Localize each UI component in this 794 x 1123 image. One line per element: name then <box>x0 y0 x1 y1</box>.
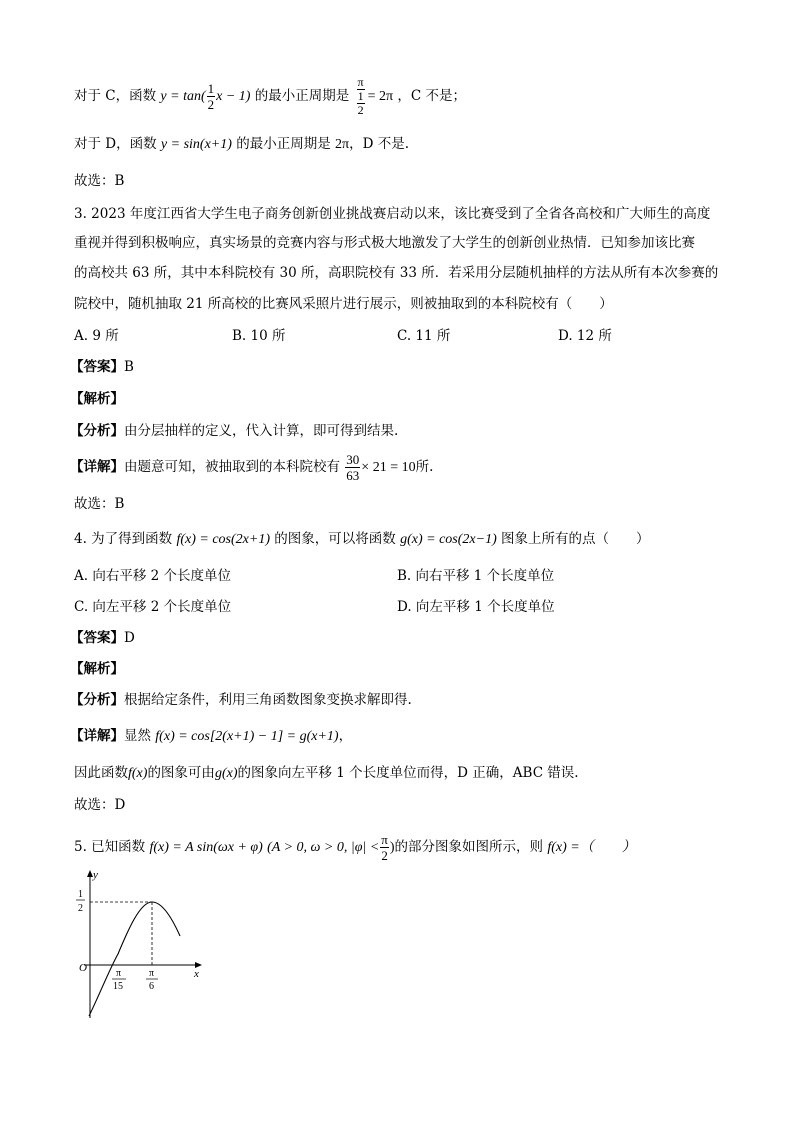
math-expr: 2π <box>335 137 350 152</box>
solution-line-c <box>74 76 466 117</box>
denominator <box>355 90 367 117</box>
text: 的图象向左平移 1 个长度单位而得，D 正确，ABC 错误. <box>237 765 579 781</box>
q4-analysis-label: 【解析】 <box>70 661 124 677</box>
q3-analysis-label: 【解析】 <box>70 391 124 407</box>
text: 的最小正周期是 <box>236 136 331 152</box>
text: ，D 不是. <box>349 136 409 152</box>
y-axis-label: y <box>93 869 98 881</box>
detail-text: 所. <box>415 459 434 475</box>
denominator: 2 <box>207 97 215 112</box>
fenxi-text: 由分层抽样的定义，代入计算，即可得到结果. <box>124 423 399 439</box>
final-answer-2: 故选：B <box>74 173 125 189</box>
q5-stem <box>74 832 636 863</box>
sine-curve <box>89 902 180 1016</box>
text: 的图象，可以将函数 <box>274 531 396 547</box>
fenxi-label: 【分析】 <box>70 423 124 439</box>
x-tick-1-denominator: 15 <box>113 981 123 992</box>
q3-stem-line-2: 重视并得到积极响应，真实场景的竞赛内容与形式极大地激发了大学生的创新创业热情．已知参加该比赛 <box>74 235 695 251</box>
solution-line-d <box>74 135 409 154</box>
fraction <box>207 81 216 112</box>
math-expr: g(x) <box>214 766 238 781</box>
numerator: 1 <box>207 81 215 96</box>
math-expr: f(x) <box>128 766 148 781</box>
q3-detail <box>70 452 433 483</box>
text: 的部分图象如图所示，则 <box>394 839 544 855</box>
q4-option-c: C. 向左平移 2 个长度单位 <box>74 599 232 615</box>
numerator: π <box>381 832 388 847</box>
q4-answer <box>70 629 135 647</box>
q3-option-c: C. 11 所 <box>397 328 451 344</box>
denominator: 2 <box>357 103 364 117</box>
math-expr: f(x) = cos(2x+1) <box>176 532 270 547</box>
x-axis-label: x <box>194 968 199 980</box>
numerator: 1 <box>357 89 364 103</box>
q3-option-a: A. 9 所 <box>74 328 119 344</box>
text: 5. 已知函数 <box>74 839 146 855</box>
text: 对于 C，函数 <box>74 88 157 104</box>
detail-text: 由题意可知，被抽取到的本科院校有 <box>124 459 340 475</box>
math-expr: y = tan( <box>160 89 206 104</box>
q4-stem <box>74 530 650 549</box>
math-expr: × 21 = 10 <box>361 460 416 475</box>
text: 因此函数 <box>74 765 128 781</box>
text: ，C 不是； <box>397 88 466 104</box>
x-tick-2-denominator: 6 <box>149 981 154 992</box>
q4-final-answer: 故选：D <box>74 797 126 813</box>
q3-stem-line-1: 3. 2023 年度江西省大学生电子商务创新创业挑战赛启动以来，该比赛受到了全省各高校和广大师生的高度 <box>74 206 711 222</box>
q3-stem-line-4: 院校中，随机抽取 21 所高校的比赛风采照片进行展示，则被抽取到的本科院校有（ ） <box>74 296 613 312</box>
q4-detail-line-2 <box>74 764 579 783</box>
q4-option-b: B. 向右平移 1 个长度单位 <box>397 568 555 584</box>
denominator: 2 <box>381 848 388 863</box>
math-expr: g(x) = cos(2x−1) <box>400 532 497 547</box>
fenxi-label: 【分析】 <box>70 692 124 708</box>
answer-value: B <box>124 359 134 375</box>
fraction <box>345 452 360 483</box>
text: 对于 D，函数 <box>74 136 157 152</box>
math-expr: x − 1) <box>216 89 251 104</box>
fenxi-text: 根据给定条件，利用三角函数图象变换求解即得. <box>124 692 412 708</box>
q3-option-d: D. 12 所 <box>558 328 612 344</box>
math-expr: y = sin(x+1) <box>160 137 232 152</box>
q4-detail <box>70 727 352 746</box>
math-expr: f(x) = cos[2(x+1) − 1] = g(x+1) <box>155 729 339 744</box>
math-expr: ) <box>389 840 395 855</box>
function-graph <box>70 868 220 1023</box>
fraction <box>380 832 389 863</box>
fraction <box>355 76 367 117</box>
q3-fenxi <box>70 422 398 440</box>
origin-label: O <box>79 962 87 974</box>
math-expr: f(x) =（ ） <box>547 840 636 855</box>
text: 的最小正周期是 <box>254 88 350 104</box>
q4-option-a: A. 向右平移 2 个长度单位 <box>74 568 232 584</box>
q3-stem-line-3: 的高校共 63 所，其中本科院校有 30 所，高职院校有 33 所．若采用分层随机抽样的方法从所有本次参赛的 <box>74 265 719 281</box>
detail-label: 【详解】 <box>70 459 124 475</box>
q4-fenxi <box>70 691 412 709</box>
math-expr: = 2π <box>367 89 394 104</box>
q4-option-d: D. 向左平移 1 个长度单位 <box>397 599 555 615</box>
x-tick-1-numerator: π <box>116 968 122 979</box>
math-expr: f(x) = A sin(ωx + φ) <box>149 840 263 855</box>
q3-answer <box>70 358 134 376</box>
answer-label: 【答案】 <box>70 630 124 646</box>
detail-text: ， <box>338 728 353 744</box>
detail-label: 【详解】 <box>70 728 124 744</box>
x-tick-2-numerator: π <box>149 968 155 979</box>
numerator: 30 <box>346 452 360 467</box>
denominator: 63 <box>346 468 360 483</box>
q3-final-answer: 故选：B <box>74 496 125 512</box>
q3-option-b: B. 10 所 <box>232 328 286 344</box>
y-tick-denominator: 2 <box>78 903 83 914</box>
text: 4. 为了得到函数 <box>74 531 173 547</box>
numerator: π <box>357 75 364 89</box>
math-expr: (A > 0, ω > 0, |φ| < <box>267 840 380 855</box>
text: 的图象可由 <box>147 765 215 781</box>
answer-value: D <box>124 630 135 646</box>
fraction <box>357 90 365 117</box>
text: 图象上所有的点（ ） <box>501 531 650 547</box>
detail-text: 显然 <box>124 728 151 744</box>
y-tick-numerator: 1 <box>78 889 83 900</box>
answer-label: 【答案】 <box>70 359 124 375</box>
